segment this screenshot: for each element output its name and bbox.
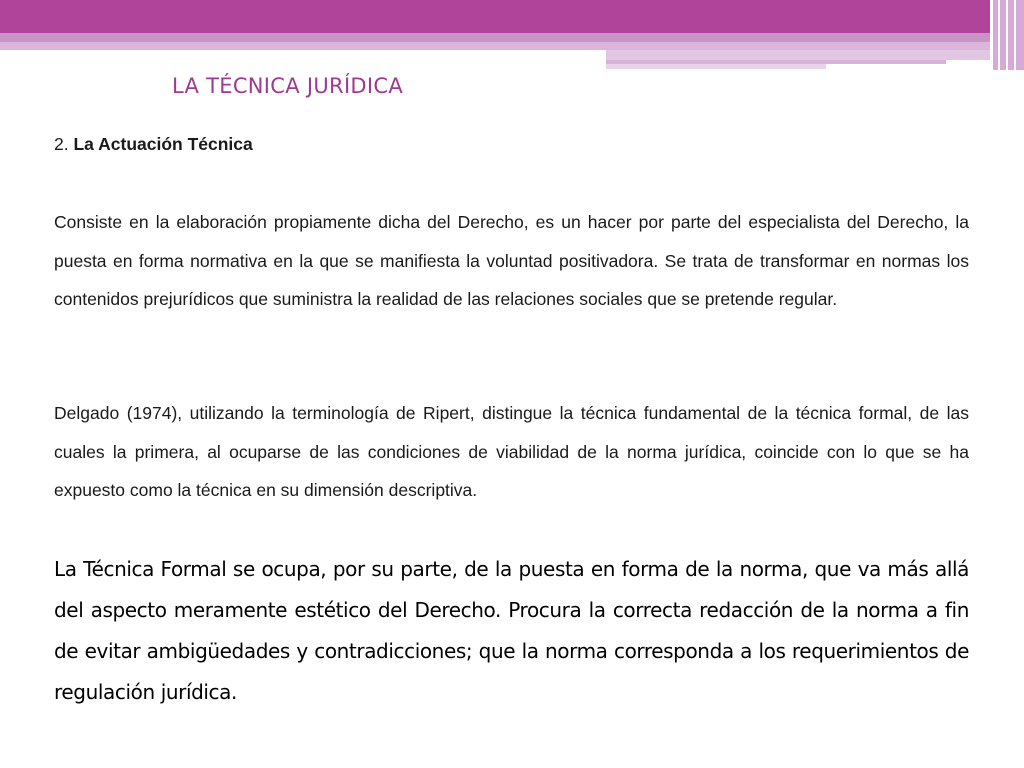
section-number: 2. xyxy=(54,134,69,154)
paragraph-1: Consiste en la elaboración propiamente dicha del Derecho, es un hacer por parte del especialista del Derecho, la puesta en forma normativa en la que se manifiesta la voluntad positivadora. Se trata de transformar en normas los contenidos prejurídicos que suministra la realidad de las relaciones sociales que se pretende regular. xyxy=(54,212,969,309)
header-bar-extension-3 xyxy=(606,64,826,69)
header-stripe xyxy=(1006,0,1008,70)
slide-title: LA TÉCNICA JURÍDICA xyxy=(172,74,404,98)
header-stripe xyxy=(998,0,1000,70)
header-stripe xyxy=(1014,0,1016,70)
paragraph-2: Delgado (1974), utilizando la terminología de Ripert, distingue la técnica fundamental de la técnica formal, de las cuales la primera, al ocuparse de las condiciones de viabilidad de la norma jurídica, coincide con lo que se ha expuesto como la técnica en su dimensión descriptiva. xyxy=(54,403,969,500)
header-stripe xyxy=(990,0,993,70)
header-bar-lighter xyxy=(0,42,1024,50)
header-bar xyxy=(0,0,1024,33)
header-bar-extension xyxy=(606,50,1024,60)
section-title: La Actuación Técnica xyxy=(73,134,253,154)
paragraph-3: La Técnica Formal se ocupa, por su parte, de la puesta en forma de la norma, que va más allá del aspecto meramente estético del Derecho. Procura la correcta redacción de la norma a fin de evitar ambigüedades y contradicciones; que la norma corresponda a los requerimientos de regulación jurídica. xyxy=(54,557,969,704)
section-heading xyxy=(54,134,253,155)
header-bar-light xyxy=(0,33,1024,42)
